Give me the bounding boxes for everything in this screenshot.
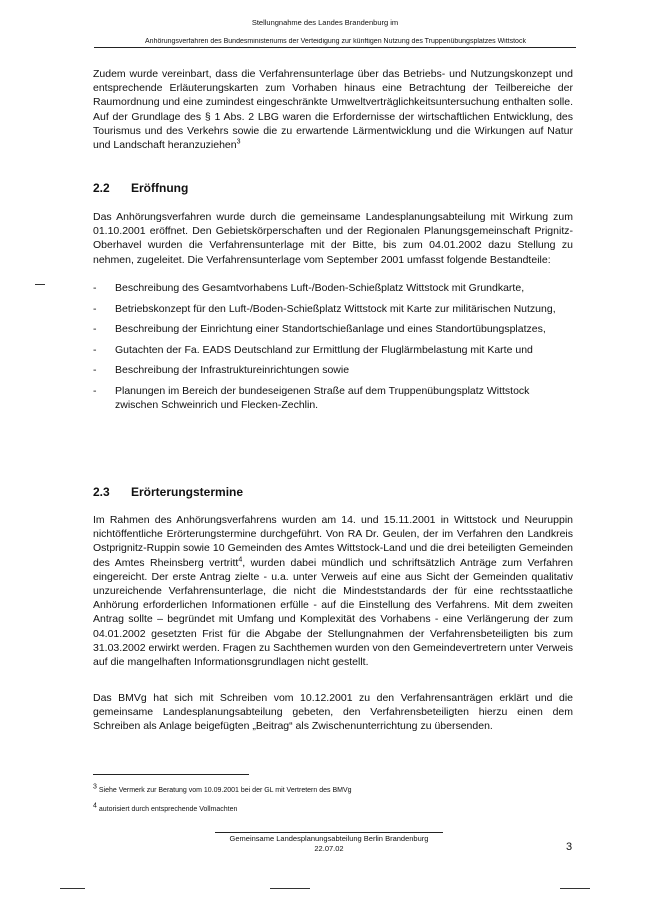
- header-line-1: Stellungnahme des Landes Brandenburg im: [251, 18, 399, 27]
- footer-line-1: Gemeinsame Landesplanungsabteilung Berlin Brandenburg: [229, 834, 429, 843]
- header-line-2: Anhörungsverfahren des Bundesministeriums der Verteidigung zur künftigen Nutzung des Truppenübungsplatzes Wittstock: [145, 38, 526, 45]
- component-list: [93, 282, 573, 419]
- margin-mark: [35, 284, 45, 285]
- list-item: - Gutachten der Fa. EADS Deutschland zur Ermittlung der Fluglärmbelastung mit Karte und: [93, 343, 533, 356]
- section-title: Erörterungstermine: [131, 485, 244, 499]
- section-2-2-paragraph: Das Anhörungsverfahren wurde durch die gemeinsame Landesplanungsabteilung mit Wirkung zum 01.10.2001 eröffnet. Den Gebietskörperschaften und der Regionalen Planungsgemeinschaft Prignitz-Oberhavel wurden die Verfahrensunterlage mit der Bitte, bis zum 04.01.2002 dazu Stellung zu nehmen, zugeleitet. Die Verfahrensunterlage vom September 2001 umfasst folgende Bestandteile:: [93, 211, 573, 266]
- footer-rule: [215, 832, 443, 833]
- section-number: 2.3: [93, 485, 110, 499]
- list-item: - Betriebskonzept für den Luft-/Boden-Schießplatz Wittstock mit Karte zur militärischen Nutzung,: [93, 302, 556, 315]
- footnote-ref-4: 4: [238, 556, 243, 564]
- header-rule: [94, 47, 576, 48]
- footnote-ref-3: 3: [236, 138, 241, 146]
- list-item: - Beschreibung der Einrichtung einer Standortschießanlage und eines Standortübungsplatzes,: [93, 323, 546, 336]
- section-heading-2-3: [93, 485, 243, 499]
- section-2-3-paragraph-2: Das BMVg hat sich mit Schreiben vom 10.12.2001 zu den Verfahrensanträgen erklärt und die gemeinsame Landesplanungsabteilung gebeten, den Verfahrensbeteiligten hierzu einen dem Schreiben als Anlage beigefügten „Beitrag“ als Zwischenunterrichtung zu übersenden.: [93, 692, 573, 733]
- list-item: - Beschreibung des Gesamtvorhabens Luft-/Boden-Schießplatz Wittstock mit Grundkarte,: [93, 282, 525, 294]
- scan-artifact-line: [560, 888, 590, 889]
- footnote-rule: [93, 774, 249, 775]
- page-number: 3: [566, 841, 573, 853]
- footnote-3: $^3$ Siehe Vermerk zur Beratung vom 10.09.2001 bei der GL mit Vertretern des BMVg: [93, 783, 352, 794]
- section-2-3-paragraph-1: Im Rahmen des Anhörungsverfahrens wurden am 14. und 15.11.2001 in Wittstock und Neuruppin nichtöffentliche Erörterungstermine durchgeführt. Von RA Dr. Geulen, der im Verfahren den Landkreis Ostprignitz-Ruppin sowie 10 Gemeinden des Amtes Wittstock-Land und die drei beteiligten Gemeinden des Amtes Rheinsberg vertritt$^4$, wurden dabei mündlich und schriftsätzlich Anträge zum Verfahren eingereicht. Der erste Antrag zielte - u.a. unter Verweis auf eine aus Sicht der Gemeinden qualitativ unzureichende Verfahrensunterlage, die nicht die Mindeststandards der für eine rechtsstaatliche Anhörung erforderlichen Informationen erfülle - auf die Einstellung des Verfahrens. Mit dem zweiten Antrag sollte – begründet mit Umfang und Komplexität des Vorhabens - eine Verlängerung der zum 04.01.2002 gesetzten Frist für die Abgabe der Stellungnahmen der Verfahrensbeteiligten bis zum 31.03.2002 erwirkt werden. Fragen zu Sachthemen wurden von den Gemeindevertretern unter Verweis auf die mangelhaften Informationsgrundlagen nicht gestellt.: [93, 514, 573, 669]
- section-heading-2-2: [93, 181, 188, 195]
- scan-artifact-line: [60, 888, 85, 889]
- list-item: - Planungen im Bereich der bundeseigenen Straße auf dem Truppenübungsplatz Wittstock zwischen Schweinrich und Flecken-Zechlin.: [93, 384, 530, 411]
- footnote-4: $^4$ autorisiert durch entsprechende Vollmachten: [93, 802, 238, 813]
- scan-artifact-line: [270, 888, 310, 889]
- section-title: Eröffnung: [131, 181, 189, 195]
- intro-paragraph: Zudem wurde vereinbart, dass die Verfahrensunterlage über das Betriebs- und Nutzungskonzept und entsprechende Erläuterungskarten zum Vorhaben hinaus eine Betrachtung der Teilbereiche der Raumordnung und eine zumindest eingeschränkte Umweltverträglichkeitsuntersuchung enthalten solle. Auf der Grundlage des § 1 Abs. 2 LBG waren die Erfordernisse der wirtschaftlichen Entwicklung, des Tourismus und des Verkehrs sowie die zu erwartende Lärmentwicklung und die Wirkungen auf Natur und Landschaft heranzuziehen$^3$: [93, 68, 573, 152]
- list-item: - Beschreibung der Infrastruktureinrichtungen sowie: [93, 364, 350, 377]
- footer-line-2: 22.07.02: [314, 844, 344, 853]
- section-number: 2.2: [93, 181, 110, 195]
